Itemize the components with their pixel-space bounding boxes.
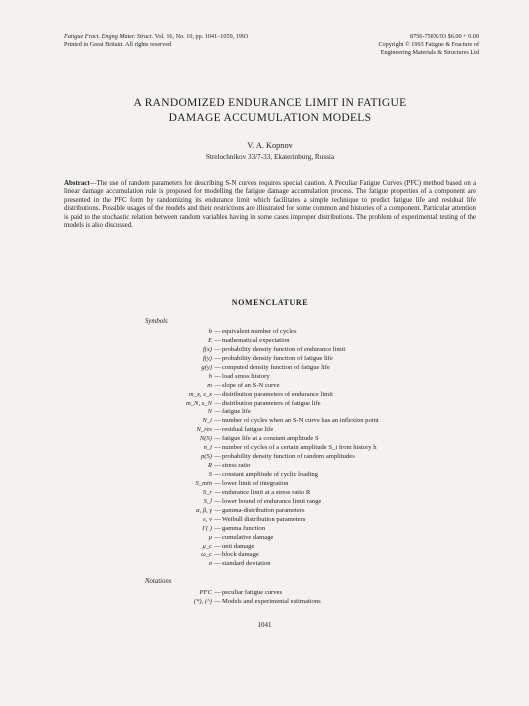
paper-title: A RANDOMIZED ENDURANCE LIMIT IN FATIGUE DAMAGE ACCUMULATION MODELS [133,97,407,124]
copyright-header [279,33,479,57]
symbol-description: distribution parameters of fatigue life [222,399,321,407]
issn: 8756-758X/93 $6.00 + 0.00 [410,33,479,40]
nomenclature-row [0,489,529,498]
nomenclature-row [0,589,529,598]
symbol: N(S) [199,435,212,443]
symbol-description: standard deviation [222,560,271,568]
symbol-description: computed density function of fatigue life [222,363,330,371]
nomenclature-row [0,560,529,569]
nomenclature-row [0,534,529,543]
dash-separator: — [214,328,221,335]
nomenclature-row [0,435,529,444]
symbol: Γ( ) [202,524,212,532]
nomenclature-row [0,417,529,426]
symbol-description: gamma-distribution parameters [222,506,305,514]
dash-separator: — [214,399,221,407]
symbol: μ_c [202,542,212,550]
dash-separator: — [214,488,221,496]
dash-separator: — [214,471,221,478]
dash-separator: — [214,542,221,550]
symbol: m_N, s_N [185,399,212,407]
dash-separator: — [214,345,221,353]
symbol: ε, v [203,515,212,523]
symbol: E [207,336,212,344]
symbol: n_i [203,444,212,452]
symbol-description: load stress history [222,372,270,380]
symbol-description: constant amplitude of cyclic loading [222,471,318,478]
nomenclature-row [0,507,529,516]
symbol: g(y) [201,363,212,371]
nomenclature-row [0,551,529,560]
symbol: μ [208,533,212,541]
dash-separator: — [214,533,221,541]
symbol: p(S) [201,453,212,461]
symbol: m_x, s_x [188,390,212,398]
abstract-text: —The use of random parameters for describing S-N curves requires special caution. A Peculiar Fatigue Curves (PFC) method based on a linear damage accumulation rule is proposed for modelling the fatigue damage accumulation process. The fatigue properties of a component are presented in the PFC form by randomizing its endurance limit which facilitates a simple technique to predict fatigue life and residual life distributions. Possible usages of the models and their restrictions are illustrated for some common and histories of a component. Particular attention is paid to the stochastic relation between random variables having in some cases improper distributions. The problem of experimental testing of the models is also discussed. [64,180,476,230]
symbol-description: lower limit of integration [222,479,289,487]
symbols-heading: Symbols [145,318,168,325]
nomenclature-row [0,426,529,435]
symbol-description: block damage [222,551,259,559]
symbol-description: fatigue life at a constant amplitude S [222,435,319,443]
nomenclature-row [0,453,529,462]
symbol: S_l [203,497,212,505]
symbols-list [0,328,529,569]
dash-separator: — [214,372,221,380]
symbol: R [207,462,212,470]
journal-citation: Fatigue Fract. Engng Mater. Struct. Vol. 16, No. 10, pp. 1041–1059, 1993 [64,33,249,40]
dash-separator: — [214,417,221,425]
dash-separator: — [214,524,221,532]
dash-separator: — [214,336,221,344]
nomenclature-row [0,364,529,373]
symbol-description: cumulative damage [222,533,274,541]
symbol-description: number of cycles when an S-N curve has an inflexion point [222,417,379,425]
symbol: N_i [202,417,212,425]
symbol-description: fatigue life [222,408,251,416]
symbol-description: probability density function of random amplitudes [222,453,355,461]
nomenclature-row [0,444,529,453]
nomenclature-row [0,516,529,525]
symbol-description: number of cycles of a certain amplitude S_i from history h [222,444,377,452]
dash-separator: — [214,363,221,371]
dash-separator: — [214,589,221,596]
symbol: m [207,381,212,389]
dash-separator: — [214,462,221,470]
dash-separator: — [214,354,221,362]
abstract-label: Abstract [64,180,90,187]
symbol: N [207,408,212,416]
symbol: b [208,328,212,335]
symbol-description: stress ratio [222,462,251,470]
journal-header [64,33,294,49]
symbol: (*), (^) [193,597,212,605]
symbol: f(x) [202,345,212,353]
nomenclature-row [0,471,529,480]
dash-separator: — [214,551,221,559]
nomenclature-row [0,498,529,507]
symbol-description: endurance limit at a stress ratio R [222,488,311,496]
symbol-description: probability density function of fatigue life [222,354,333,362]
symbol: ω_c [201,551,212,559]
symbol: S_r [202,488,212,496]
copyright-line: Copyright © 1993 Fatigue & Fracture of [378,41,479,48]
author-name: V. A. Kopnov [247,141,293,150]
symbol-description: equivalent number of cycles [222,328,297,335]
nomenclature-row [0,400,529,409]
dash-separator: — [214,453,221,461]
nomenclature-row [0,328,529,337]
symbol: PFC [199,589,212,596]
symbol-description: Weibull distribution parameters [222,515,306,523]
nomenclature-row [0,480,529,489]
dash-separator: — [214,408,221,416]
nomenclature-row [0,337,529,346]
nomenclature-row [0,543,529,552]
symbol: h [208,372,212,380]
symbol: N_res [196,426,212,434]
nomenclature-row [0,373,529,382]
nomenclature-row [0,382,529,391]
symbol: S [208,471,212,478]
nomenclature-row [0,346,529,355]
dash-separator: — [214,560,221,568]
nomenclature-row [0,462,529,471]
notations-heading: Notations [145,578,172,585]
symbol: f(y) [202,354,212,362]
page-number: 1041 [257,621,272,629]
symbol: σ [208,560,212,568]
abstract [64,180,476,230]
nomenclature-row [0,598,529,607]
nomenclature-row [0,355,529,364]
dash-separator: — [214,426,221,434]
dash-separator: — [214,506,221,514]
dash-separator: — [214,479,221,487]
symbol-description: probability density function of endurance limit [222,345,346,353]
symbol-description: gamma function [222,524,266,532]
dash-separator: — [214,515,221,523]
nomenclature-heading: NOMENCLATURE [231,298,309,307]
dash-separator: — [214,390,221,398]
dash-separator: — [214,381,221,389]
symbol-description: peculiar fatigue curves [222,589,283,596]
symbol-description: unit damage [222,542,255,550]
symbol-description: lower bound of endurance limit range [222,497,322,505]
symbol-description: residual fatigue life [222,426,274,434]
nomenclature-row [0,391,529,400]
symbol-description: slope of an S-N curve [222,381,280,389]
dash-separator: — [214,435,221,443]
printed-note: Printed in Great Britain. All rights reserved [64,41,172,48]
author-affiliation: Strelochnikov 33/7-33, Ekaterinburg, Russia [205,153,335,161]
dash-separator: — [214,597,221,605]
publisher-line: Engineering Materials & Structures Ltd [380,49,479,56]
dash-separator: — [214,497,221,505]
symbol: α, β, γ [196,506,212,514]
nomenclature-row [0,525,529,534]
notations-list [0,589,529,607]
nomenclature-row [0,408,529,417]
symbol-description: Models and experimental estimations [222,597,321,605]
symbol: S_min [195,479,212,487]
symbol-description: distribution parameters of endurance limit [222,390,333,398]
symbol-description: mathematical expectation [222,336,290,344]
dash-separator: — [214,444,221,452]
